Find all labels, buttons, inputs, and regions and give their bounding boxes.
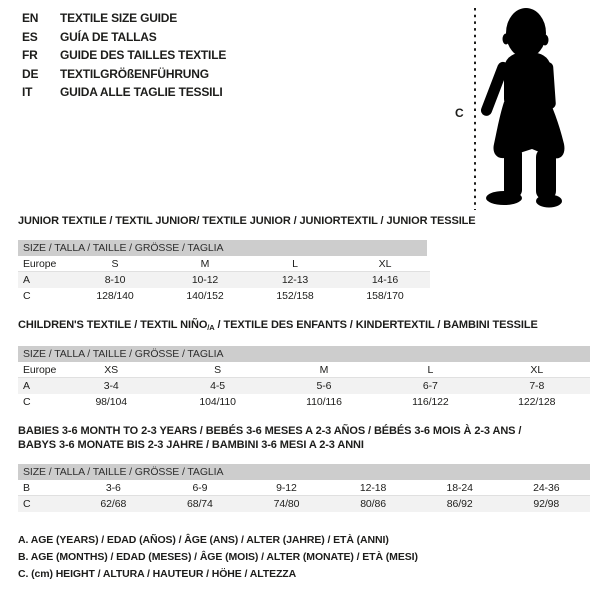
babies-table bbox=[18, 480, 590, 512]
cell: 110/116 bbox=[306, 396, 342, 408]
cell: S bbox=[214, 364, 222, 376]
cell: 24-36 bbox=[533, 482, 560, 494]
cell: 86/92 bbox=[446, 498, 473, 510]
cell: 122/128 bbox=[518, 396, 556, 408]
cell: 6-7 bbox=[422, 380, 438, 392]
cell: M bbox=[200, 258, 210, 270]
language-code: IT bbox=[22, 85, 33, 99]
cell: 140/152 bbox=[186, 290, 224, 302]
language-title: GUIDE DES TAILLES TEXTILE bbox=[60, 48, 227, 62]
table-row bbox=[18, 362, 590, 378]
table-row bbox=[18, 256, 430, 272]
children-title-subscript: /A bbox=[207, 323, 215, 332]
cell: 4-5 bbox=[210, 380, 226, 392]
babies-title-line2: BABYS 3-6 MONATE BIS 2-3 JAHRE / BAMBINI 3-6 MESI A 2-3 ANNI bbox=[18, 439, 364, 451]
cell: 128/140 bbox=[96, 290, 134, 302]
cell: 68/74 bbox=[187, 498, 213, 510]
cell: 10-12 bbox=[191, 274, 219, 286]
language-row-es bbox=[22, 28, 226, 47]
language-code: EN bbox=[22, 11, 39, 25]
children-title-prefix: CHILDREN'S TEXTILE / TEXTIL NIÑO bbox=[18, 319, 208, 331]
cell: 5-6 bbox=[316, 380, 332, 392]
footnote-c: C. (cm) HEIGHT / ALTURA / HAUTEUR / HÖHE / ALTEZZA bbox=[18, 567, 297, 580]
cell: 6-9 bbox=[192, 482, 208, 494]
language-code: DE bbox=[22, 66, 39, 81]
junior-table-title: JUNIOR TEXTILE / TEXTIL JUNIOR/ TEXTILE JUNIOR / JUNIORTEXTIL / JUNIOR TESSILE bbox=[18, 215, 476, 227]
cell: 12-13 bbox=[281, 274, 309, 286]
language-title: GUÍA DE TALLAS bbox=[60, 29, 157, 44]
footnote-a: A. AGE (YEARS) / EDAD (AÑOS) / ÂGE (ANS) / ALTER (JAHRE) / ETÀ (ANNI) bbox=[18, 534, 389, 546]
cell: 62/68 bbox=[100, 498, 127, 510]
language-list bbox=[22, 9, 226, 102]
row-label: C bbox=[23, 396, 31, 408]
language-row-fr bbox=[22, 46, 226, 65]
cell: 12-18 bbox=[359, 482, 387, 494]
table-row bbox=[18, 394, 590, 410]
table-row bbox=[18, 288, 430, 304]
table-row bbox=[18, 480, 590, 496]
cell: 74/80 bbox=[273, 498, 300, 510]
babies-table-title bbox=[18, 424, 521, 452]
junior-table bbox=[18, 256, 430, 304]
language-title: TEXTILGRÖßENFÜHRUNG bbox=[60, 66, 209, 81]
cell: L bbox=[292, 258, 298, 270]
children-title-suffix: / TEXTILE DES ENFANTS / KINDERTEXTIL / BAMBINI TESSILE bbox=[214, 319, 538, 331]
row-label: B bbox=[23, 482, 30, 494]
language-title: GUIDA ALLE TAGLIE TESSILI bbox=[60, 85, 223, 99]
height-measure-label: C bbox=[455, 106, 464, 120]
cell: 8-10 bbox=[104, 274, 126, 286]
language-row-it bbox=[22, 83, 226, 102]
junior-size-header-bar: SIZE / TALLA / TAILLE / GRÖSSE / TAGLIA bbox=[18, 240, 427, 256]
language-row-de bbox=[22, 65, 226, 84]
cell: 14-16 bbox=[371, 274, 399, 286]
table-row bbox=[18, 496, 590, 512]
cell: L bbox=[427, 364, 434, 376]
table-row bbox=[18, 272, 430, 288]
cell: XL bbox=[378, 258, 392, 270]
children-table-title bbox=[18, 319, 538, 332]
cell: 116/122 bbox=[412, 396, 449, 408]
children-table bbox=[18, 362, 590, 410]
row-label: C bbox=[23, 498, 31, 510]
cell: 98/104 bbox=[95, 396, 127, 408]
table-row bbox=[18, 378, 590, 394]
cell: 92/98 bbox=[533, 498, 560, 510]
cell: 9-12 bbox=[276, 482, 297, 494]
cell: S bbox=[111, 258, 119, 270]
cell: 104/110 bbox=[199, 396, 236, 408]
cell: XS bbox=[104, 364, 119, 376]
cell: 152/158 bbox=[276, 290, 314, 302]
cell: XL bbox=[530, 364, 544, 376]
row-label: A bbox=[23, 274, 30, 286]
language-row-en bbox=[22, 9, 226, 28]
language-code: FR bbox=[22, 48, 38, 62]
cell: 7-8 bbox=[529, 380, 545, 392]
language-title: TEXTILE SIZE GUIDE bbox=[60, 11, 178, 25]
row-label: C bbox=[23, 290, 31, 302]
babies-size-header-bar: SIZE / TALLA / TAILLE / GRÖSSE / TAGLIA bbox=[18, 464, 590, 480]
cell: 158/170 bbox=[366, 290, 404, 302]
footnote-legend bbox=[18, 532, 418, 582]
cell: 3-6 bbox=[105, 482, 121, 494]
baby-silhouette-figure bbox=[468, 0, 598, 215]
cell: 80/86 bbox=[360, 498, 386, 510]
baby-silhouette bbox=[479, 8, 564, 208]
babies-title-line1: BABIES 3-6 MONTH TO 2-3 YEARS / BEBÉS 3-6 MESES A 2-3 AÑOS / BÉBÉS 3-6 MOIS À 2-3 ANS / bbox=[18, 425, 522, 437]
row-label: Europe bbox=[23, 258, 57, 270]
row-label: A bbox=[23, 380, 30, 392]
language-code: ES bbox=[22, 29, 38, 44]
children-size-header-bar: SIZE / TALLA / TAILLE / GRÖSSE / TAGLIA bbox=[18, 346, 590, 362]
row-label: Europe bbox=[23, 364, 57, 376]
cell: 18-24 bbox=[446, 482, 473, 494]
footnote-b: B. AGE (MONTHS) / EDAD (MESES) / ÂGE (MOIS) / ALTER (MONATE) / ETÀ (MESI) bbox=[18, 550, 418, 563]
cell: M bbox=[319, 364, 329, 376]
cell: 3-4 bbox=[103, 380, 119, 392]
